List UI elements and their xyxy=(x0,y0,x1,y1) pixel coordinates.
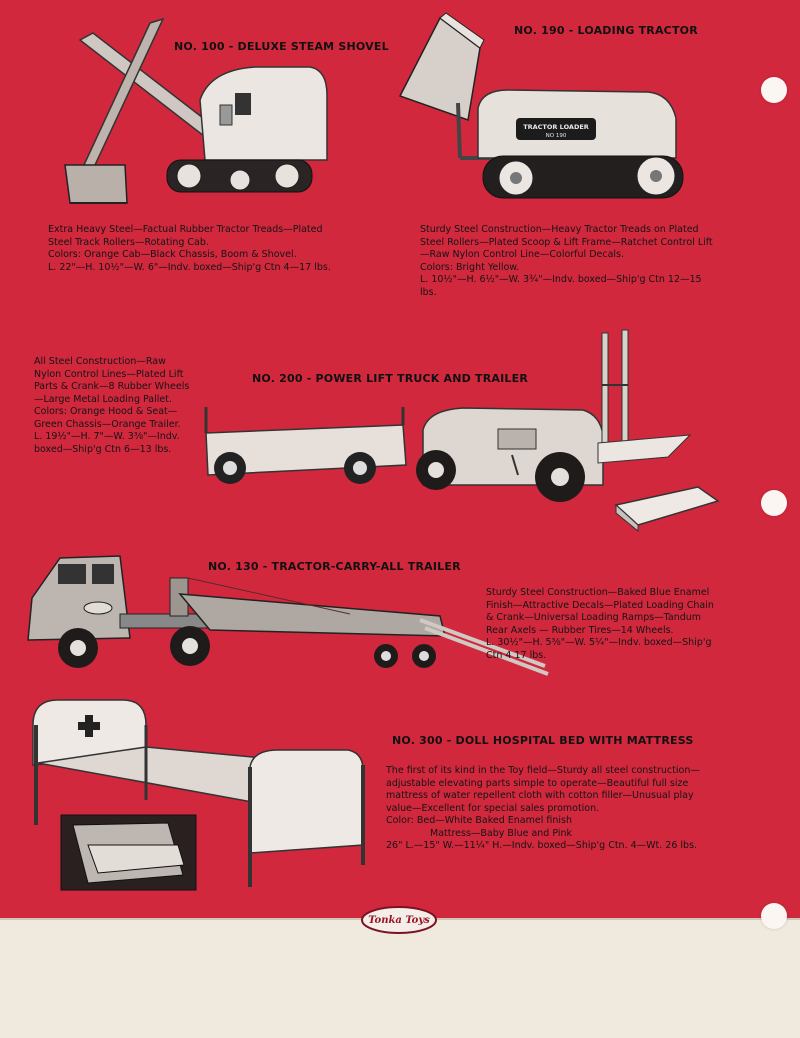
product-colors: Colors: Bright Yellow. xyxy=(420,261,520,273)
product-specs: L. 19½"—H. 7"—W. 3⅜"—Indv. boxed—Ship'g Ctn 6—13 lbs. xyxy=(34,431,180,455)
product-features: The first of its kind in the Toy field—Sturdy all steel construction—adjustable elevating parts simple to operate—Beautiful full size mattress of water repellent cloth with cotton filler—Unusual play value—Excellent for special sales promotion. xyxy=(386,765,700,814)
product-specs: L. 22"—H. 10½"—W. 6"—Indv. boxed—Ship'g Ctn 4—17 lbs. xyxy=(48,261,331,273)
product-colors: Colors: Orange Cab—Black Chassis, Boom & Shovel. xyxy=(48,249,297,260)
tractor-decal-label: TRACTOR LOADER xyxy=(523,123,589,131)
product-title: NO. 190 - LOADING TRACTOR xyxy=(514,24,698,37)
logo-text: Tonka Toys xyxy=(368,915,430,926)
doll-hospital-bed-illustration xyxy=(28,695,368,895)
product-specs: L. 10½"—H. 6½"—W. 3¾"—Indv. boxed—Ship'g Ctn 12—15 lbs. xyxy=(420,274,702,298)
product-colors-mattress: Mattress—Baby Blue and Pink xyxy=(430,827,573,839)
product-features: Sturdy Steel Construction—Heavy Tractor Treads on Plated Steel Rollers—Plated Scoop & Lift Frame—Ratchet Control Lift—Raw Nylon Control Line—Colorful Decals. xyxy=(420,224,713,260)
product-specs: 26" L.—15" W.—11¼" H.—Indv. boxed—Ship'g Ctn. 4—Wt. 26 lbs. xyxy=(386,840,698,851)
tractor-decal-number: NO 190 xyxy=(545,133,567,139)
product-description xyxy=(48,224,348,274)
tractor-carry-all-illustration xyxy=(20,548,550,678)
power-lift-truck-illustration xyxy=(198,325,723,535)
product-description xyxy=(34,356,194,456)
paper-margin xyxy=(0,918,800,1038)
product-description xyxy=(386,765,711,853)
product-specs: L. 30½"—H. 5⅜"—W. 5¼"—Indv. boxed—Ship'g Ctn 4 17 lbs. xyxy=(486,637,712,661)
product-title: NO. 200 - POWER LIFT TRUCK AND TRAILER xyxy=(252,372,529,385)
product-colors: Color: Bed—White Baked Enamel finish xyxy=(386,815,573,826)
loading-tractor-illustration xyxy=(398,8,688,208)
product-title: NO. 130 - TRACTOR-CARRY-ALL TRAILER xyxy=(208,560,461,573)
product-title: NO. 100 - DELUXE STEAM SHOVEL xyxy=(174,40,389,53)
tonka-logo xyxy=(360,905,438,935)
product-description xyxy=(486,587,716,662)
binder-hole-top xyxy=(761,77,787,103)
binder-hole-bottom xyxy=(761,903,787,929)
product-description xyxy=(420,224,720,299)
binder-hole-middle xyxy=(761,490,787,516)
product-features: Extra Heavy Steel—Factual Rubber Tractor Treads—Plated Steel Track Rollers—Rotating Cab. xyxy=(48,224,323,248)
product-colors: Colors: Orange Hood & Seat—Green Chassis—Orange Trailer. xyxy=(34,406,181,430)
product-features: All Steel Construction—Raw Nylon Control Lines—Plated Lift Parts & Crank—8 Rubber Wheels—Large Metal Loading Pallet. xyxy=(34,356,190,405)
product-features: Sturdy Steel Construction—Baked Blue Enamel Finish—Attractive Decals—Plated Loading Chain & Crank—Universal Loading Ramps—Tandum Rear Axels — Rubber Tires—14 Wheels. xyxy=(486,587,714,636)
product-title: NO. 300 - DOLL HOSPITAL BED WITH MATTRESS xyxy=(392,734,694,747)
